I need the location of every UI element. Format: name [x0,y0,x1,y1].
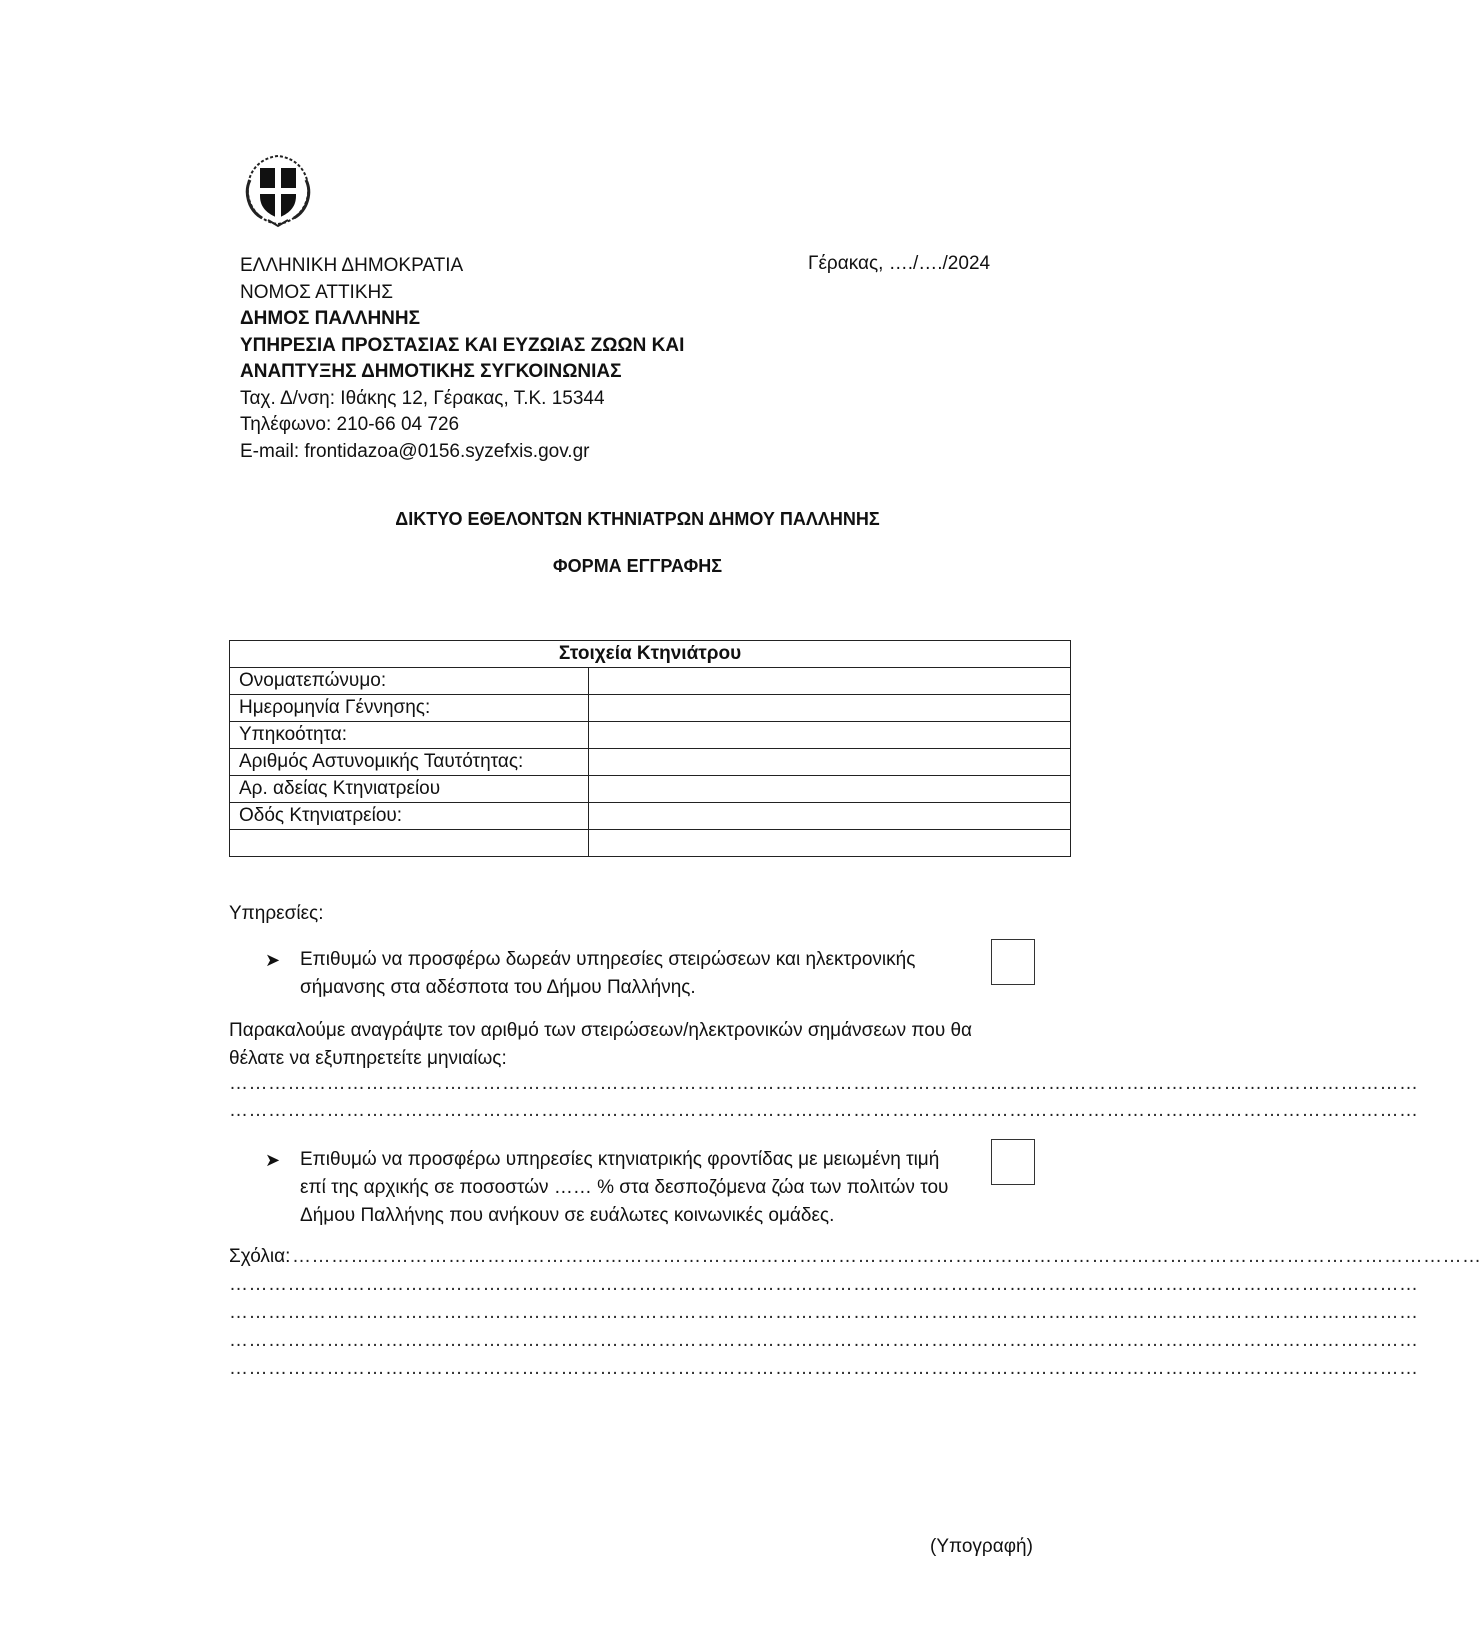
vet-details-table [229,640,1071,857]
email-line: E-mail: frontidazoa@0156.syzefxis.gov.gr [240,440,590,462]
service-line-2: ΑΝΑΠΤΥΞΗΣ ΔΗΜΟΤΙΚΗΣ ΣΥΓΚΟΙΝΩΝΙΑΣ [240,361,622,382]
row-value-field[interactable] [589,830,1071,857]
row-value-field[interactable] [589,803,1071,830]
letterhead [240,253,684,465]
comments-line[interactable]: ………………………………………………………………………………………………………………………………………………………………… [292,1246,1482,1267]
place-date: Γέρακας, …./…./2024 [808,253,991,274]
row-label: Ονοματεπώνυμο: [230,668,589,695]
row-value-field[interactable] [589,722,1071,749]
table-row [230,749,1071,776]
service-option-2-text: Επιθυμώ να προσφέρω υπηρεσίες κτηνιατρικής φροντίδας με μειωμένη τιμή επί της αρχικής σε ποσοστών …… % στα δεσποζόμενα ζώα των πολιτών του Δήμου Παλλήνης που ανήκουν σε ευάλωτες κοινωνικές ομάδες. [300,1149,949,1226]
municipality-line: ΔΗΜΟΣ ΠΑΛΛΗΝΗΣ [240,308,421,329]
comments-line[interactable]: ………………………………………………………………………………………………………………………………………………………………… [229,1302,1419,1323]
service-line-1: ΥΠΗΡΕΣΙΑ ΠΡΟΣΤΑΣΙΑΣ ΚΑΙ ΕΥΖΩΙΑΣ ΖΩΩΝ ΚΑΙ [240,334,685,356]
service-option-1-text: Επιθυμώ να προσφέρω δωρεάν υπηρεσίες στειρώσεων και ηλεκτρονικής σήμανσης στα αδέσποτα του Δήμου Παλλήνης. [300,949,916,998]
form-title: ΦΟΡΜΑ ΕΓΓΡΑΦΗΣ [552,556,723,576]
row-label: Αριθμός Αστυνομικής Ταυτότητας: [230,749,589,776]
table-row [230,830,1071,857]
service-option-1-checkbox[interactable] [991,939,1035,985]
row-label: Ημερομηνία Γέννησης: [230,695,589,722]
arrow-bullet-icon: ➤ [265,950,281,970]
phone-line: Τηλέφωνο: 210-66 04 726 [240,414,460,435]
prefecture-line: ΝΟΜΟΣ ΑΤΤΙΚΗΣ [240,281,393,303]
services-label: Υπηρεσίες: [229,903,324,924]
row-value-field[interactable] [589,749,1071,776]
row-value-field[interactable] [589,695,1071,722]
row-value-field[interactable] [589,668,1071,695]
monthly-count-instruction: Παρακαλούμε αναγράψτε τον αριθμό των στειρώσεων/ηλεκτρονικών σημάνσεων που θα θέλατε να εξυπηρετείτε μηνιαίως: [229,1020,973,1069]
table-row [230,776,1071,803]
comments-label: Σχόλια: [229,1246,291,1267]
row-label: Υπηκοότητα: [230,722,589,749]
row-label[interactable] [230,830,589,857]
comments-line[interactable]: ………………………………………………………………………………………………………………………………………………………………… [229,1330,1419,1351]
fill-in-line[interactable]: ………………………………………………………………………………………………………………………………………………………………… [229,1100,1419,1121]
table-heading: Στοιχεία Κτηνιάτρου [230,641,1071,668]
address-line: Ταχ. Δ/νση: Ιθάκης 12, Γέρακας, Τ.Κ. 15344 [240,387,605,409]
comments-line[interactable]: ………………………………………………………………………………………………………………………………………………………………… [229,1274,1419,1295]
service-option-2-checkbox[interactable] [991,1139,1035,1185]
fill-in-line[interactable]: ………………………………………………………………………………………………………………………………………………………………… [229,1073,1419,1094]
arrow-bullet-icon: ➤ [265,1150,281,1170]
table-row [230,668,1071,695]
network-title: ΔΙΚΤΥΟ ΕΘΕΛΟΝΤΩΝ ΚΤΗΝΙΑΤΡΩΝ ΔΗΜΟΥ ΠΑΛΛΗΝΗΣ [395,509,880,529]
republic-line: ΕΛΛΗΝΙΚΗ ΔΗΜΟΚΡΑΤΙΑ [240,255,464,276]
table-row [230,803,1071,830]
comments-line[interactable]: ………………………………………………………………………………………………………………………………………………………………… [229,1358,1419,1379]
row-label: Αρ. αδείας Κτηνιατρείου [230,776,589,803]
coat-of-arms-seal [238,150,318,230]
table-row [230,695,1071,722]
row-label: Οδός Κτηνιατρείου: [230,803,589,830]
table-row [230,722,1071,749]
row-value-field[interactable] [589,776,1071,803]
signature-label: (Υπογραφή) [930,1536,1033,1557]
